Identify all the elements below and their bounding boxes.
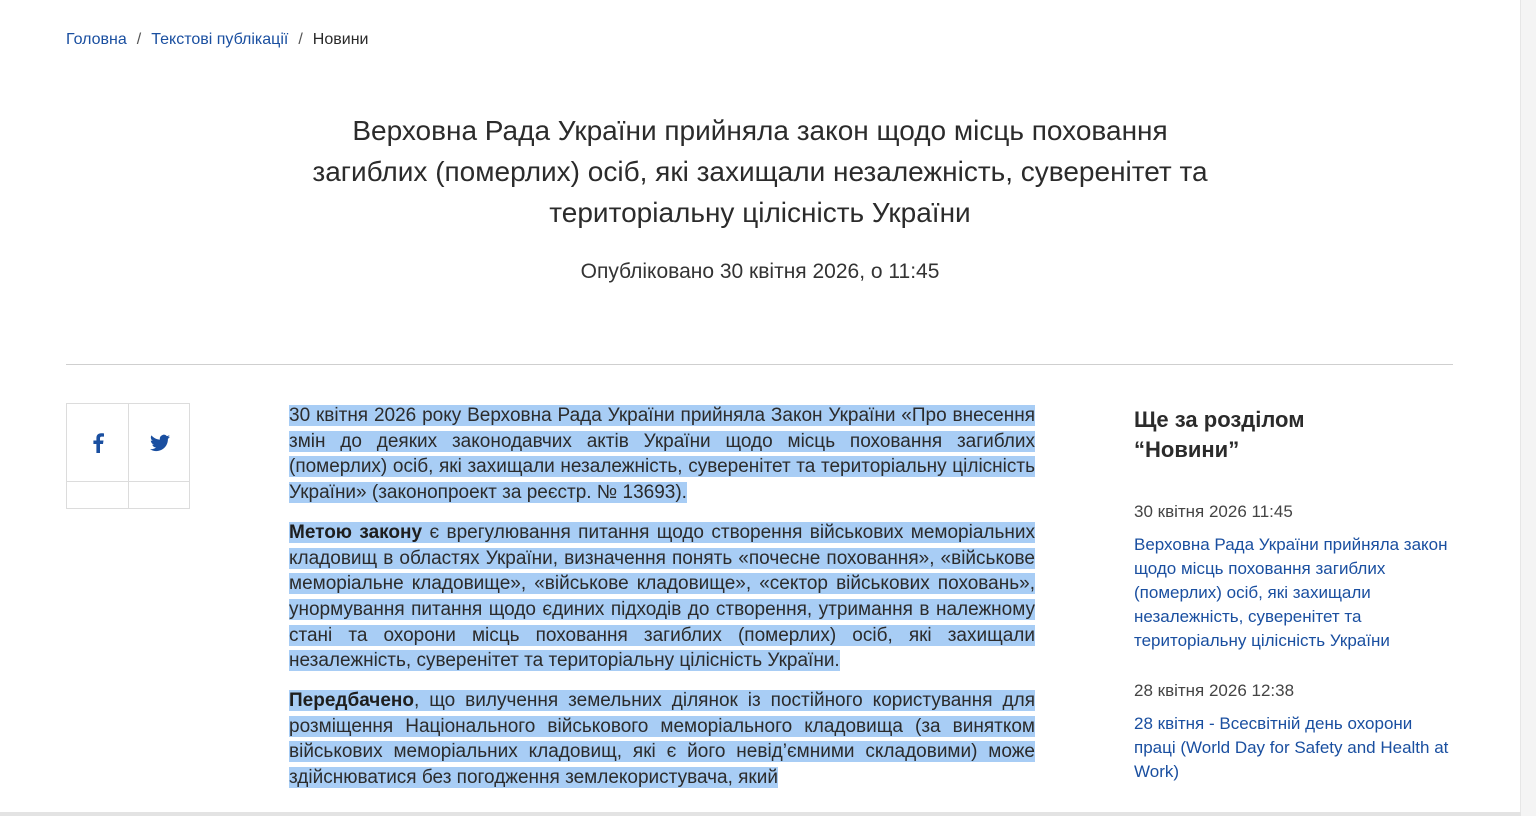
share-empty-cell bbox=[67, 482, 129, 509]
article-paragraph-text: 30 квітня 2026 року Верховна Рада України прийняла Закон України «Про внесення змін до деяких законодавчих актів України щодо місць поховання загиблих (померлих) осіб, які захищали незалежність, суверенітет та територіальну цілісність України» (законопроект за реєстр. № 13693). bbox=[289, 405, 1035, 504]
page-title-line: територіальну цілісність України bbox=[549, 197, 971, 228]
content-divider bbox=[66, 364, 1453, 365]
page-title bbox=[260, 110, 1260, 233]
vertical-scrollbar[interactable] bbox=[1520, 0, 1536, 816]
share-empty-cell bbox=[129, 482, 190, 509]
news-date: 28 квітня 2026 12:38 bbox=[1134, 681, 1295, 700]
twitter-share-button[interactable] bbox=[129, 404, 190, 482]
breadcrumb-publications-link[interactable]: Текстові публікації bbox=[151, 31, 289, 48]
article-body bbox=[289, 403, 1035, 805]
article-paragraph-text bbox=[289, 690, 1035, 788]
article-paragraph-rest: є врегулювання питання щодо створення військових меморіальних кладовищ в областях України, визначення понять «почесне поховання», «військове меморіальне кладовище», «військове кладовище», «сектор військових поховань», унормування питання щодо єдиних підходів до створення, утримання в належному стані та охорони місць поховання загиблих (померлих) осіб, які захищали незалежність, суверенітет та територіальну цілісність України. bbox=[289, 521, 1035, 672]
article-paragraph-text bbox=[289, 522, 1035, 672]
article-paragraph bbox=[289, 403, 1035, 506]
share-panel bbox=[66, 403, 190, 509]
breadcrumb-current: Новини bbox=[312, 31, 369, 48]
facebook-icon bbox=[92, 433, 104, 453]
horizontal-scrollbar[interactable] bbox=[0, 812, 1521, 816]
news-link[interactable]: 28 квітня - Всесвітній день охорони праці (World Day for Safety and Health at Work) bbox=[1134, 714, 1449, 781]
article-bold-lead: Метою закону bbox=[289, 521, 423, 543]
published-date: Опубліковано 30 квітня 2026, о 11:45 bbox=[580, 260, 940, 283]
breadcrumb-separator: / bbox=[136, 31, 142, 48]
breadcrumb-separator: / bbox=[298, 31, 303, 48]
twitter-icon bbox=[150, 434, 170, 451]
sidebar-heading-line: “Новини” bbox=[1134, 437, 1240, 462]
page-title-line: загиблих (померлих) осіб, які захищали незалежність, суверенітет та bbox=[312, 156, 1208, 187]
article-paragraph bbox=[289, 688, 1035, 791]
page-title-line: Верховна Рада України прийняла закон щодо місць поховання bbox=[352, 115, 1168, 146]
article-paragraph bbox=[289, 520, 1035, 674]
sidebar-news-item bbox=[1134, 502, 1454, 653]
related-news-sidebar bbox=[1134, 405, 1454, 784]
news-date: 30 квітня 2026 11:45 bbox=[1134, 502, 1293, 521]
sidebar-news-item bbox=[1134, 681, 1454, 784]
facebook-share-button[interactable] bbox=[67, 404, 129, 482]
sidebar-heading-line: Ще за розділом bbox=[1134, 407, 1305, 432]
sidebar-heading bbox=[1134, 405, 1454, 465]
article-paragraph-rest: , що вилучення земельних ділянок із постійного користування для розміщення Національного військового меморіального кладовища (за винятком військових меморіальних кладовищ, які є його невід’ємними складовими) може здійснюватися без погодження землекористувача, який bbox=[289, 690, 1035, 789]
breadcrumb-home-link[interactable]: Головна bbox=[66, 31, 127, 48]
breadcrumb bbox=[66, 31, 368, 49]
news-link[interactable]: Верховна Рада України прийняла закон щодо місць поховання загиблих (померлих) осіб, які захищали незалежність, суверенітет та територіальну цілісність України bbox=[1134, 535, 1448, 650]
article-bold-lead: Передбачено bbox=[289, 690, 414, 712]
